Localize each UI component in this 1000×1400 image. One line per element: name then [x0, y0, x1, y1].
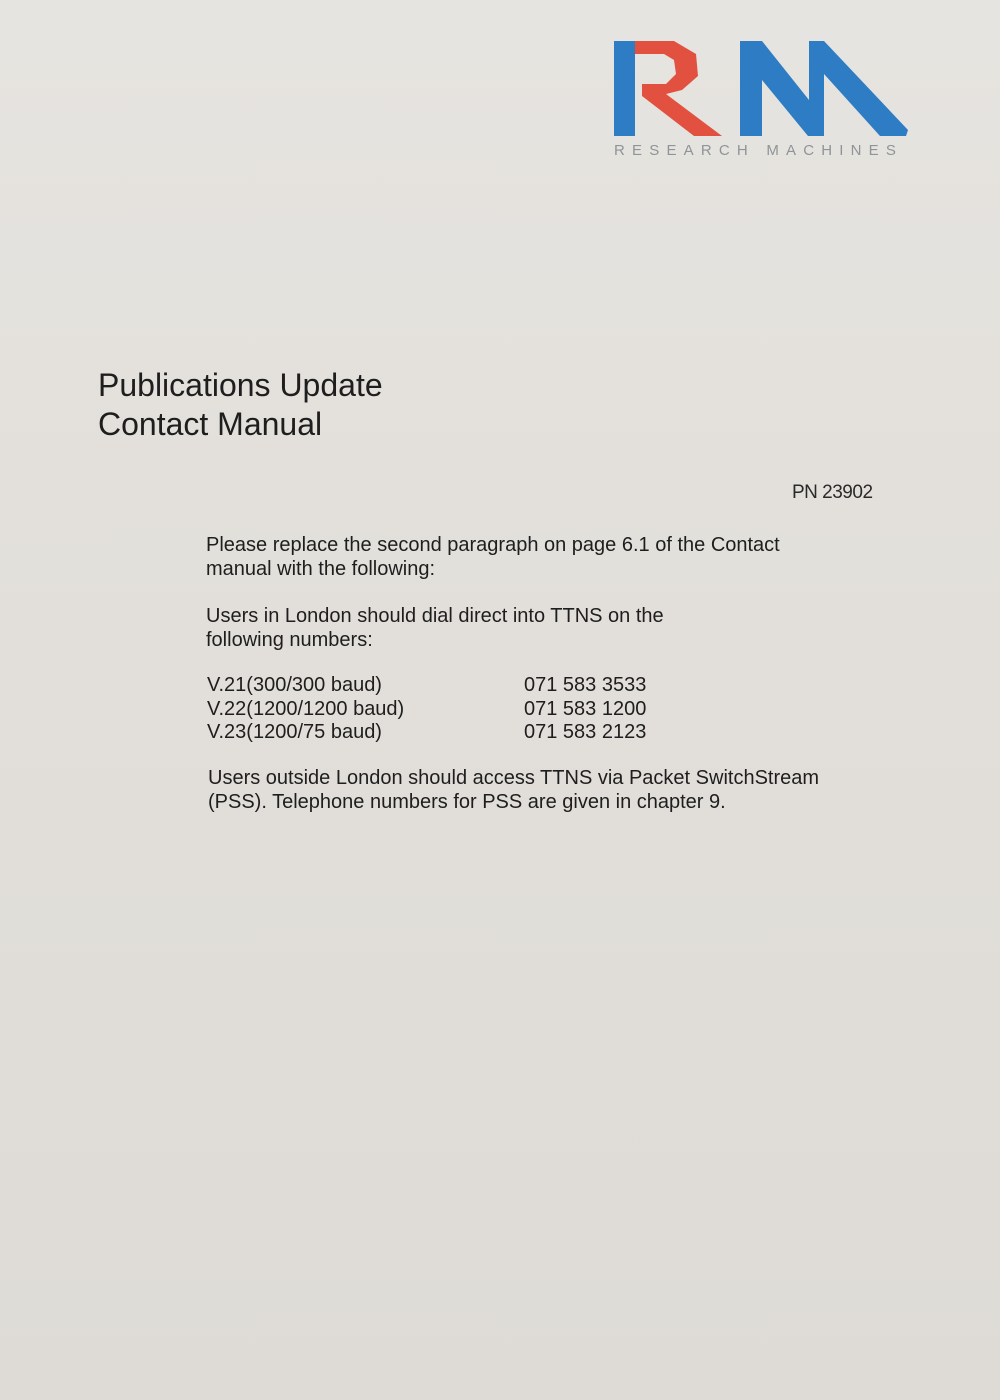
paragraph-replace-instruction	[206, 533, 886, 581]
title-line-1: Publications Update	[98, 367, 383, 403]
phone-number: 071 583 2123	[524, 721, 647, 743]
paragraph-london-users	[206, 604, 886, 652]
document-title	[98, 366, 383, 444]
paragraph-line: Users outside London should access TTNS via Packet SwitchStream	[208, 767, 820, 789]
dial-number-row	[207, 698, 646, 722]
dial-number-row	[207, 674, 646, 698]
dial-number-row	[207, 721, 646, 745]
phone-number: 071 583 3533	[524, 674, 647, 696]
paragraph-line: (PSS). Telephone numbers for PSS are given in chapter 9.	[208, 791, 726, 813]
logo-wordmark: RESEARCH MACHINES	[614, 142, 904, 159]
part-number: PN 23902	[792, 482, 873, 503]
paragraph-line: Please replace the second paragraph on page 6.1 of the Contact	[206, 534, 780, 556]
rm-logo	[612, 38, 922, 168]
paragraph-outside-london	[208, 766, 888, 814]
modem-standard: V.21(300/300 baud)	[207, 674, 382, 696]
paragraph-line: manual with the following:	[206, 558, 436, 580]
phone-number: 071 583 1200	[524, 697, 647, 720]
modem-standard: V.22(1200/1200 baud)	[207, 697, 405, 720]
paragraph-line: following numbers:	[206, 629, 373, 651]
modem-standard: V.23(1200/75 baud)	[207, 721, 382, 743]
title-line-2: Contact Manual	[98, 406, 323, 442]
paragraph-line: Users in London should dial direct into TTNS on the	[206, 605, 664, 627]
dial-numbers-table	[207, 674, 646, 745]
